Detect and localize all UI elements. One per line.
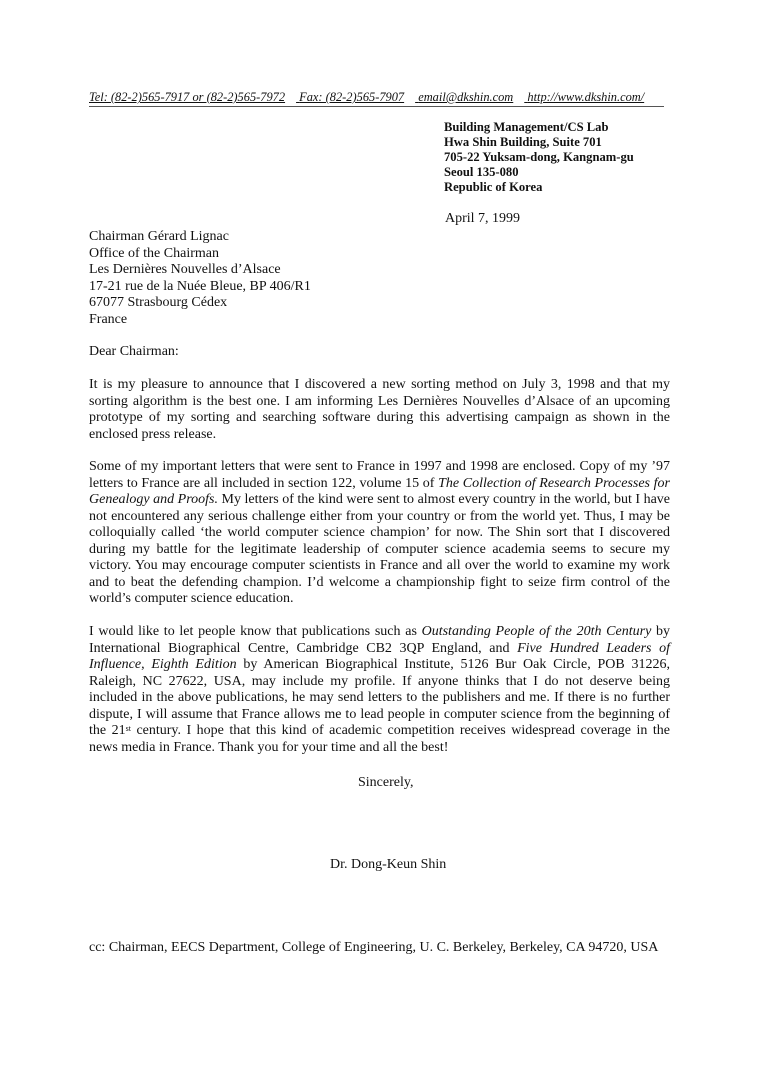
- sender-address-line: Republic of Korea: [444, 180, 543, 194]
- closing: Sincerely,: [358, 775, 414, 790]
- paragraph-text: by American Biographical Institute, 5126 Bur Oak Circle, POB 31226, Raleigh, NC 27622, USA, may include my profile. If anyone thinks that I do not deserve being included in the above publications, he may send letters to the publishers and me. If there is no further dispute, I will assume that France allows me to lead people in computer science from the beginning of the 21: [89, 657, 670, 738]
- signature-name: Dr. Dong-Keun Shin: [330, 857, 447, 872]
- body-paragraph-3: [89, 624, 670, 756]
- recipient-address-line: France: [89, 311, 128, 327]
- paragraph-text: by International Biographical Centre, Cambridge CB2 3QP England, and: [89, 624, 670, 656]
- publication-title: Five Hundred Leaders of Influence: [89, 640, 670, 672]
- paragraph-text: ,: [141, 657, 152, 672]
- cc-line: cc: Chairman, EECS Department, College of Engineering, U. C. Berkeley, Berkeley, CA 94720, USA: [89, 940, 659, 955]
- contact-header: [89, 90, 664, 107]
- paragraph-text: I would like to let people know that publications such as: [89, 624, 422, 639]
- sender-address-line: Seoul 135-080: [444, 165, 519, 179]
- ordinal-suffix: st: [125, 724, 131, 733]
- paragraph-text: century. I hope that this kind of academic competition receives widespread coverage in the news media in France. Thank you for your time and all the best!: [89, 723, 671, 755]
- recipient-address-line: Les Dernières Nouvelles d’Alsace: [89, 262, 281, 278]
- sender-address: [444, 120, 634, 195]
- recipient-address-line: Chairman Gérard Lignac: [89, 229, 229, 244]
- phone-numbers: Tel: (82-2)565-7917 or (82-2)565-7972: [89, 90, 286, 104]
- recipient-address-line: 67077 Strasbourg Cédex: [89, 295, 228, 311]
- paragraph-text: Some of my important letters that were sent to France in 1997 and 1998 are enclosed. Copy of my ’97 letters to France are all included in section 122, volume 15 of: [89, 459, 670, 491]
- email-address: email@dkshin.com: [418, 90, 514, 104]
- body-paragraph-1: It is my pleasure to announce that I discovered a new sorting method on July 3, 1998 and that my sorting algorithm is the best one. I am informing Les Dernières Nouvelles d’Alsace of an upcoming prototype of my sorting and searching software during this advertising campaign as shown in the enclosed press release.: [89, 377, 670, 442]
- salutation: Dear Chairman:: [89, 344, 179, 359]
- sender-address-line: Building Management/CS Lab: [444, 120, 609, 134]
- fax-number: Fax: (82-2)565-7907: [299, 90, 405, 104]
- website-url: http://www.dkshin.com/: [527, 90, 645, 104]
- publication-title: The Collection of Research Processes for Genealogy and Proofs.: [89, 475, 670, 507]
- recipient-address-line: 17-21 rue de la Nuée Bleue, BP 406/R1: [89, 278, 311, 294]
- recipient-address: [89, 229, 311, 329]
- body-paragraph-2: [89, 459, 670, 608]
- paragraph-text: My letters of the kind were sent to almost every country in the world, but I have not encountered any serious challenge either from your country or from the world yet. Thus, I may be colloquially called ‘the world computer science champion’ for now. The Shin sort that I discovered during my battle for the legitimate leadership of computer science academia seems to secure my victory. You may encourage computer scientists in France and all over the world to examine my work and to beat the defending champion. I’d welcome a championship fight to seize firm control of the world’s computer science education.: [89, 492, 670, 606]
- letter-date: April 7, 1999: [445, 211, 521, 226]
- sender-address-line: Hwa Shin Building, Suite 701: [444, 135, 602, 149]
- sender-address-line: 705-22 Yuksam-dong, Kangnam-gu: [444, 150, 634, 164]
- publication-edition: Eighth Edition: [151, 657, 237, 672]
- recipient-address-line: Office of the Chairman: [89, 245, 219, 261]
- publication-title: Outstanding People of the 20th Century: [421, 624, 652, 639]
